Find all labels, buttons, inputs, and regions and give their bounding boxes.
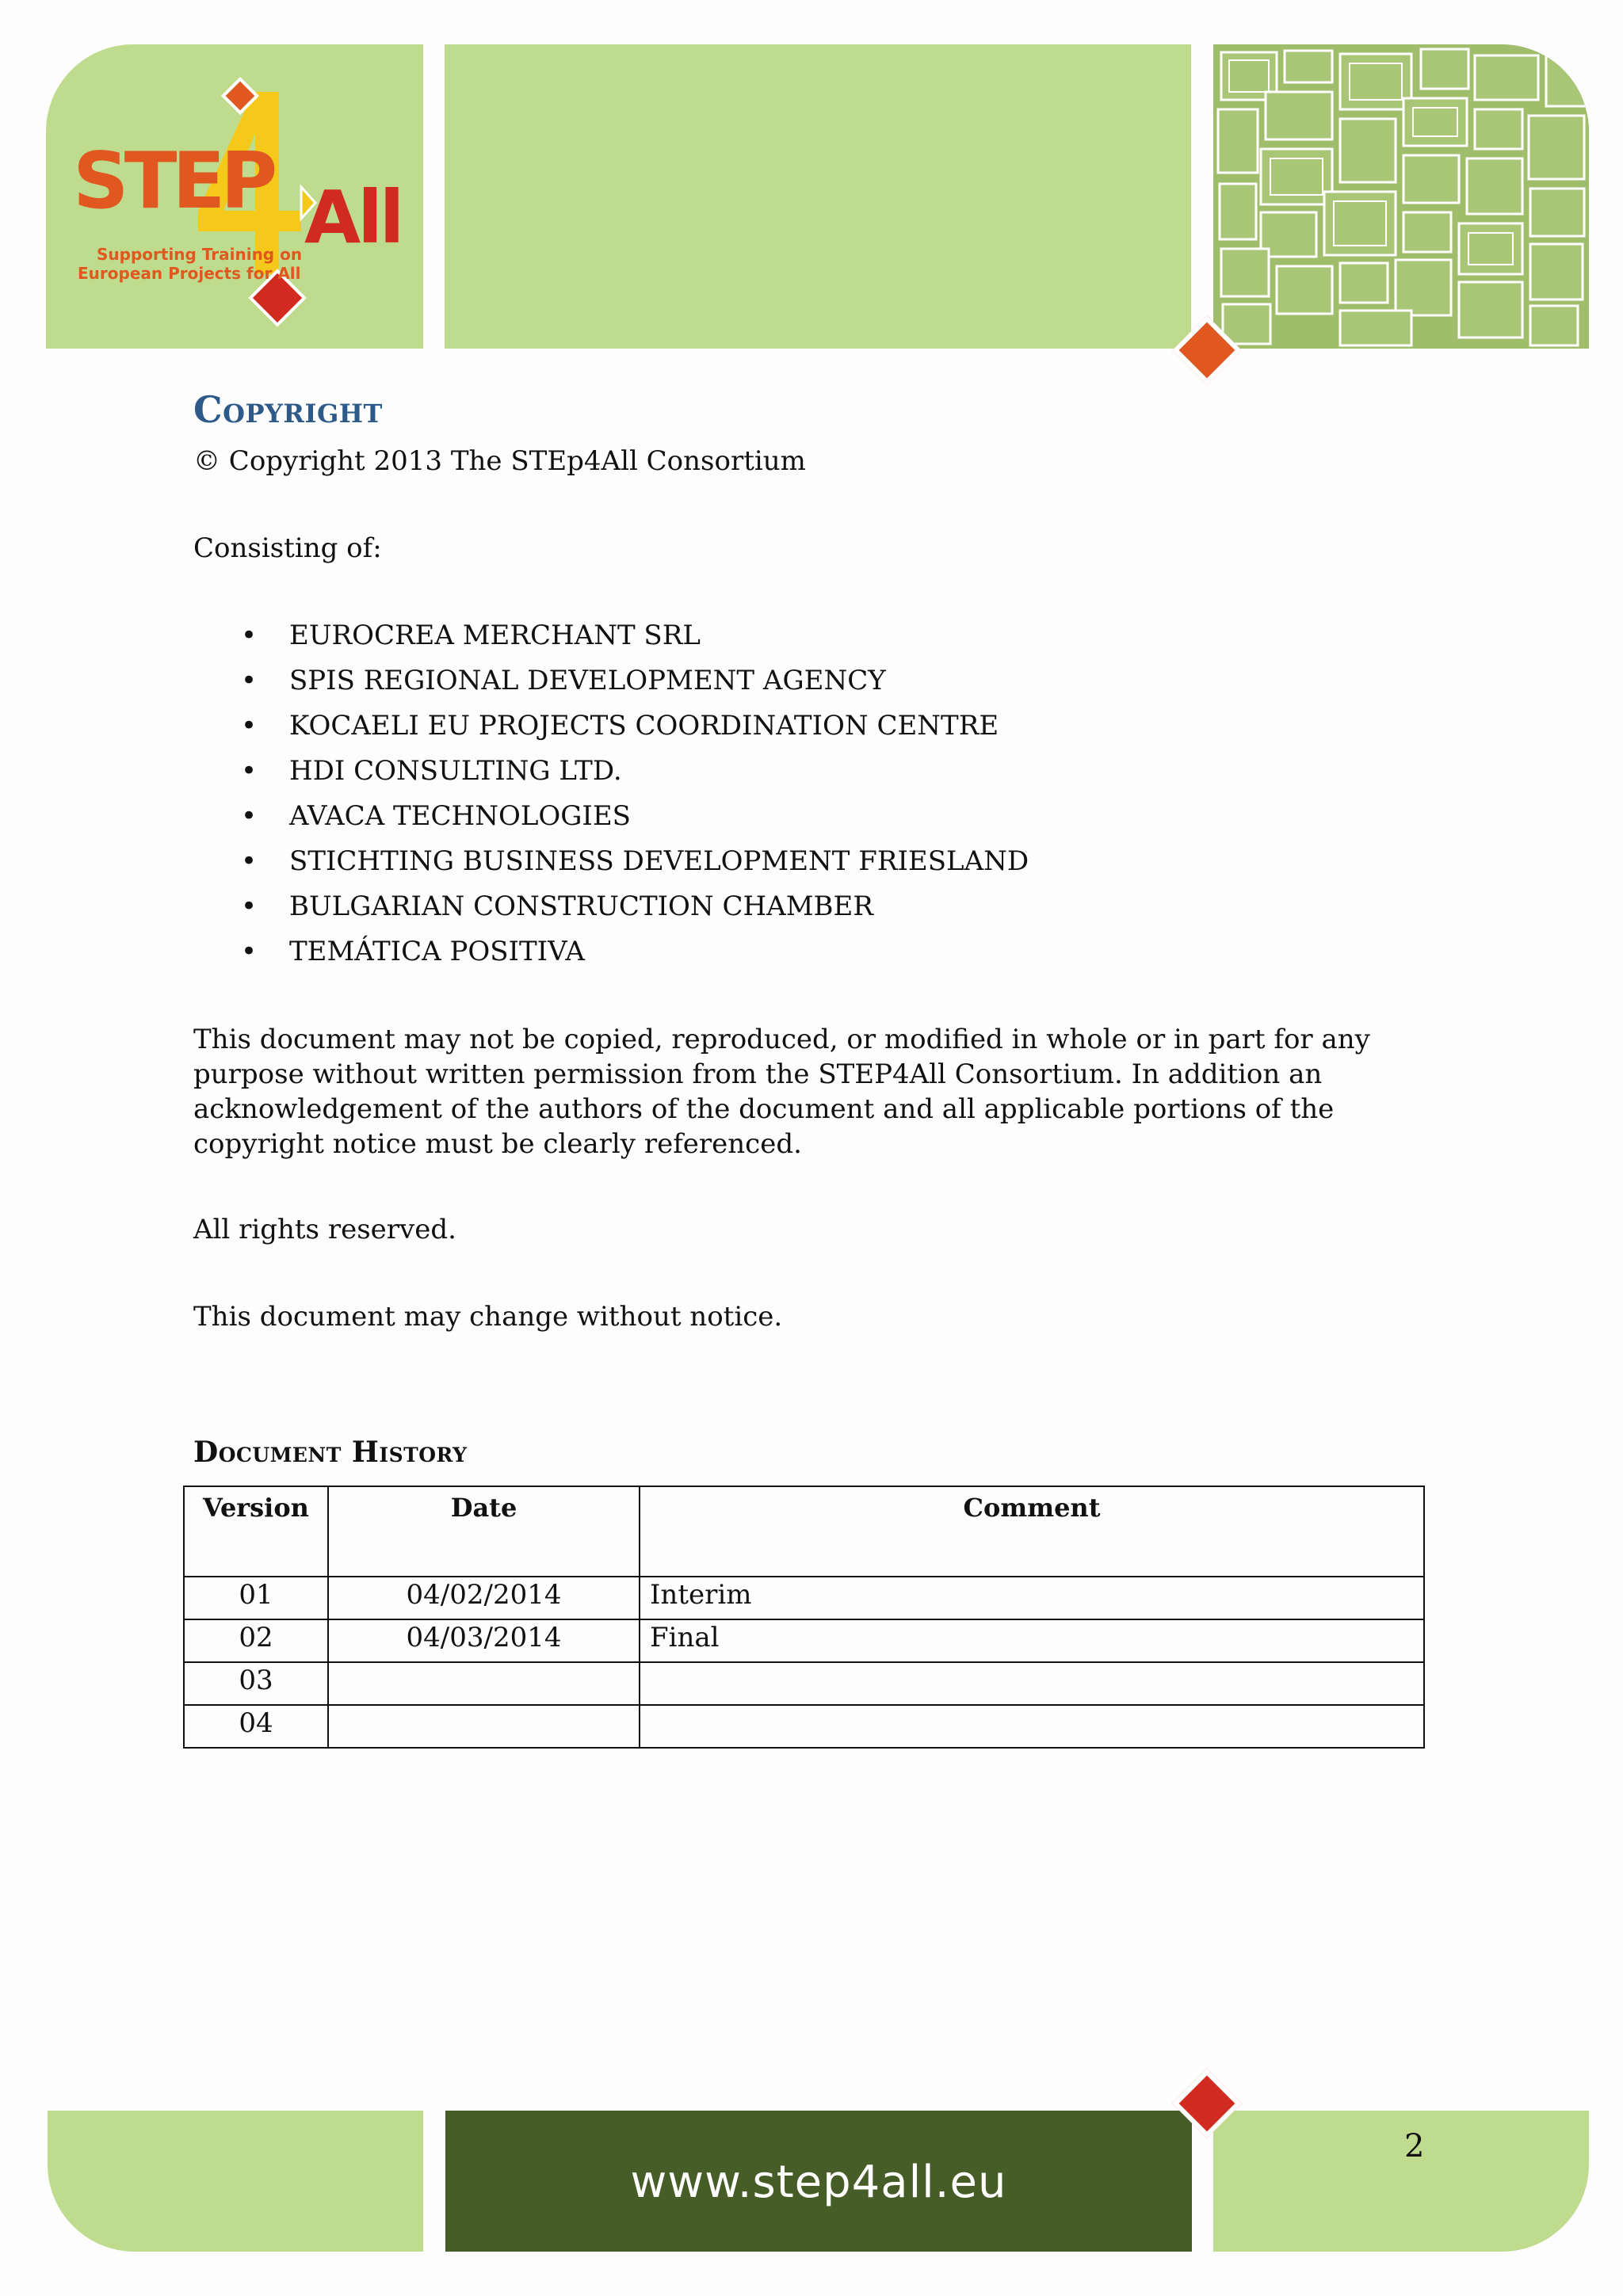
- change-notice: This document may change without notice.: [193, 1301, 783, 1333]
- table-row: [184, 1705, 1424, 1748]
- document-history-heading: Document History: [193, 1436, 468, 1469]
- table-row: [184, 1577, 1424, 1619]
- table-row: [184, 1619, 1424, 1662]
- version-cell: 01: [184, 1577, 328, 1619]
- table-header-row: [184, 1486, 1424, 1577]
- column-header-version: Version: [184, 1486, 328, 1577]
- version-cell: 03: [184, 1662, 328, 1705]
- comment-cell: [640, 1662, 1424, 1705]
- comment-cell: Final: [640, 1619, 1424, 1662]
- logo-tagline-2: European Projects for All: [78, 264, 301, 283]
- copyright-statement: © Copyright 2013 The STEp4All Consortium: [193, 445, 806, 477]
- step4all-logo: [71, 76, 404, 338]
- header-middle-panel: [445, 44, 1191, 349]
- date-cell: 04/02/2014: [328, 1577, 640, 1619]
- version-cell: 02: [184, 1619, 328, 1662]
- logo-tagline-1: Supporting Training on: [97, 245, 303, 264]
- date-cell: [328, 1662, 640, 1705]
- date-cell: 04/03/2014: [328, 1619, 640, 1662]
- comment-cell: [640, 1705, 1424, 1748]
- consisting-of-label: Consisting of:: [193, 532, 382, 564]
- table-row: [184, 1662, 1424, 1705]
- column-header-comment: Comment: [640, 1486, 1424, 1577]
- all-rights-reserved: All rights reserved.: [193, 1214, 456, 1245]
- tile-pattern-graphic: [1213, 44, 1589, 349]
- logo-step-text: STEP: [73, 136, 273, 227]
- logo-all-text: All: [304, 175, 402, 260]
- partner-item: • SPIS REGIONAL DEVELOPMENT AGENCY: [193, 663, 1029, 708]
- partner-item: • TEMÁTICA POSITIVA: [193, 934, 1029, 979]
- partner-list: [193, 618, 1029, 979]
- footer-website-link[interactable]: www.step4all.eu: [630, 2157, 1007, 2208]
- partner-item: • STICHTING BUSINESS DEVELOPMENT FRIESLAND: [193, 844, 1029, 889]
- partner-item: • BULGARIAN CONSTRUCTION CHAMBER: [193, 889, 1029, 934]
- header-pattern-panel: [1213, 44, 1589, 349]
- partner-item: • KOCAELI EU PROJECTS COORDINATION CENTRE: [193, 708, 1029, 753]
- date-cell: [328, 1705, 640, 1748]
- document-history-table: [183, 1486, 1425, 1749]
- footer-right-panel: [1213, 2111, 1589, 2252]
- copyright-notice-paragraph: This document may not be copied, reproduced, or modified in whole or in part for any purpose without written permission from the STEP4All Consortium. In addition an acknowledgement of the authors of the document and all applicable portions of the copyright notice must be clearly referenced.: [193, 1024, 1370, 1160]
- comment-cell: Interim: [640, 1577, 1424, 1619]
- column-header-date: Date: [328, 1486, 640, 1577]
- partner-item: • HDI CONSULTING LTD.: [193, 753, 1029, 799]
- footer-left-panel: [48, 2111, 423, 2252]
- partner-item: • EUROCREA MERCHANT SRL: [193, 618, 1029, 663]
- partner-item: • AVACA TECHNOLOGIES: [193, 799, 1029, 844]
- version-cell: 04: [184, 1705, 328, 1748]
- page-number: 2: [1404, 2128, 1425, 2164]
- copyright-heading: Copyright: [193, 388, 383, 431]
